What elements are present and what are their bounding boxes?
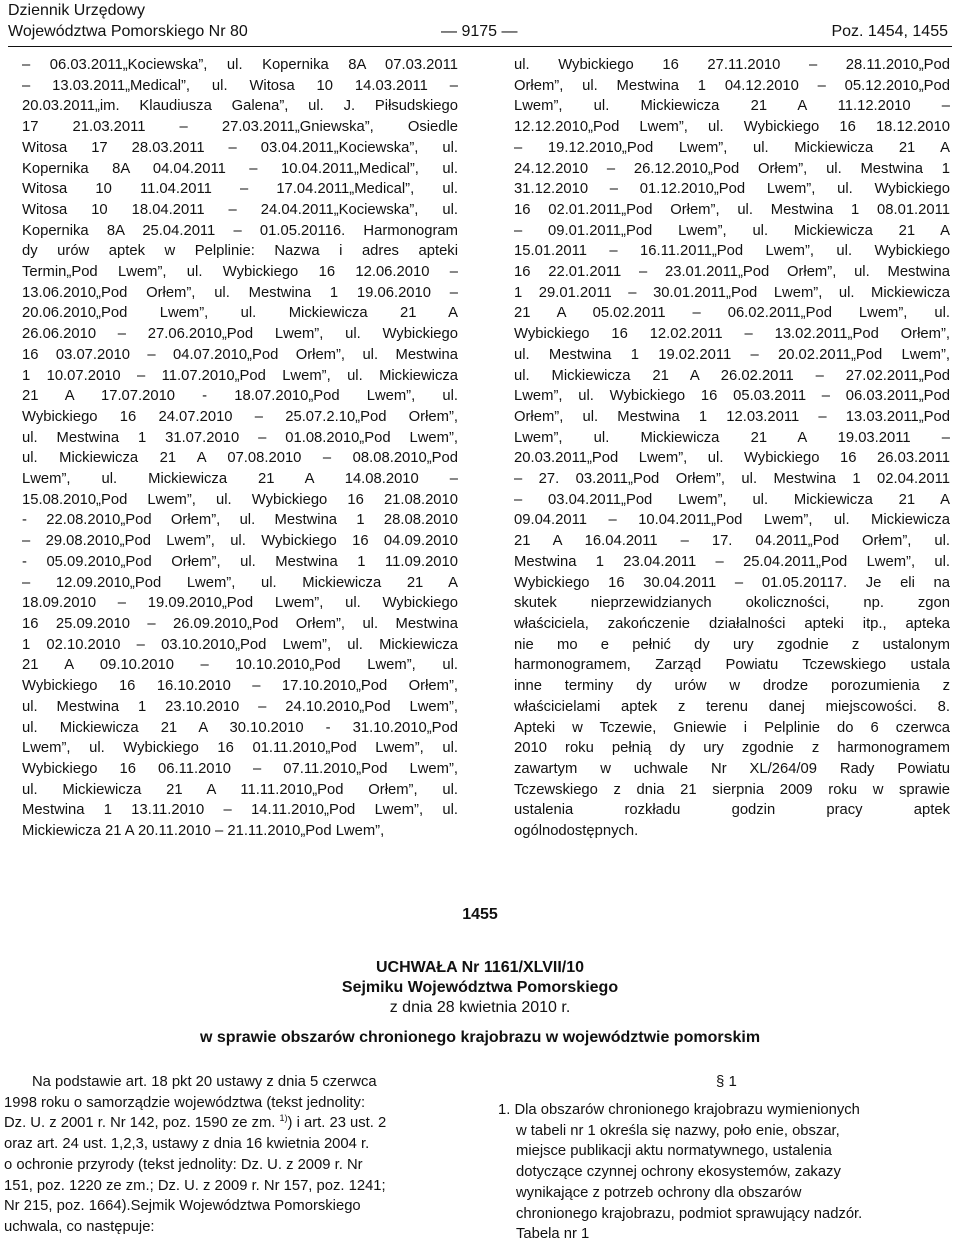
text-line: ogólnodostępnych. (514, 823, 639, 840)
text-line: 31.12.2010 – 01.12.2010„Pod Lwem”, ul. Wybickiego (514, 181, 950, 198)
text-line: Wybickiego 16 16.10.2010 – 17.10.2010„Pod Orłem”, (22, 678, 458, 695)
header-rule (8, 46, 952, 47)
text-line: ul. Mickiewicza 21 A 30.10.2010 - 31.10.2010„Pod (22, 719, 458, 736)
resolution-title: UCHWAŁA Nr 1161/XLVII/10 (375, 959, 585, 976)
text-line: 24.12.2010 – 26.12.2010„Pod Orłem”, ul. Mestwina 1 (514, 160, 950, 177)
text-line: Witosa 10 18.04.2011 – 24.04.2011„Kociewska”, ul. (22, 201, 458, 218)
text-line: – 09.01.2011„Pod Lwem”, ul. Mickiewicza 21 A (514, 222, 950, 239)
resolution-date: z dnia 28 kwietnia 2010 r. (389, 999, 571, 1016)
text-line: inne terminy dy urów w drodze porozumienia z (514, 678, 950, 695)
text-line: 15.01.2011 – 16.11.2011„Pod Lwem”, ul. Wybickiego (514, 243, 950, 260)
para1-line: wynikające z potrzeb ochrony dla obszarów (516, 1184, 802, 1201)
para1-line: miejsce publikacji aktu normatywnego, ustalenia (516, 1143, 832, 1160)
left-text-column (22, 55, 458, 842)
intro-line: o ochronie przyrody (tekst jednolity: Dz. U. z 2009 r. Nr (4, 1156, 363, 1173)
text-line: Lwem”, ul. Mickiewicza 21 A 19.03.2011 – (514, 429, 950, 446)
text-line: zawartym w uchwale Nr XL/264/09 Rady Powiatu (514, 760, 950, 777)
text-line: Wybickiego 16 24.07.2010 – 25.07.2.10„Pod Orłem”, (22, 408, 458, 425)
legal-basis-paragraph (4, 1072, 460, 1238)
text-line: Apteki w Tczewie, Gniewie i Pelplinie do 6 czerwca (514, 719, 950, 736)
position-reference: Poz. 1454, 1455 (831, 23, 948, 40)
text-line: właścicielami aptek z terenu danej miejscowości. 8. (514, 698, 950, 715)
text-line: ul. Mickiewicza 21 A 11.11.2010„Pod Orłem”, ul. (22, 781, 458, 798)
text-line: – 19.12.2010„Pod Lwem”, ul. Mickiewicza 21 A (514, 139, 950, 156)
text-line: – 12.09.2010„Pod Lwem”, ul. Mickiewicza 21 A (22, 574, 458, 591)
intro-line (4, 1113, 460, 1134)
text-line: 15.08.2010„Pod Lwem”, ul. Wybickiego 16 21.08.2010 (22, 491, 458, 508)
text-line: – 29.08.2010„Pod Lwem”, ul. Wybickiego 16 04.09.2010 (22, 533, 458, 550)
text-line: - 05.09.2010„Pod Orłem”, ul. Mestwina 1 11.09.2010 (22, 553, 458, 570)
text-line: Wybickiego 16 30.04.2011 – 01.05.20117. Je eli na (514, 574, 950, 591)
text-line: Mestwina 1 23.04.2011 – 25.04.2011„Pod Lwem”, ul. (514, 553, 950, 570)
para1-line: w tabeli nr 1 określa się nazwy, poło enie, obszar, (516, 1122, 840, 1139)
footnote-marker: 1) (279, 1113, 288, 1124)
text-line: 1 29.01.2011 – 30.01.2011„Pod Lwem”, ul. Mickiewicza (514, 284, 950, 301)
text-line: 18.09.2010 – 19.09.2010„Pod Lwem”, ul. Wybickiego (22, 595, 458, 612)
text-line: 13.06.2010„Pod Orłem”, ul. Mestwina 1 19.06.2010 – (22, 284, 458, 301)
text-line: Termin„Pod Lwem”, ul. Wybickiego 16 12.06.2010 – (22, 264, 458, 281)
text-line: 16 25.09.2010 – 26.09.2010„Pod Orłem”, ul. Mestwina (22, 615, 458, 632)
text-line: - 22.08.2010„Pod Orłem”, ul. Mestwina 1 28.08.2010 (22, 512, 458, 529)
text-line: 09.04.2011 – 10.04.2011„Pod Lwem”, ul. Mickiewicza (514, 512, 950, 529)
section-1-paragraph (498, 1100, 950, 1245)
text-line: 2010 roku pełnią dy ury zgodnie z harmonogramem (514, 740, 950, 757)
text-line: 21 A 09.10.2010 – 10.10.2010„Pod Lwem”, ul. (22, 657, 458, 674)
text-line: 20.03.2011„im. Klaudiusza Galena”, ul. J. Piłsudskiego (22, 98, 458, 115)
text-line: Orłem”, ul. Mestwina 1 04.12.2010 – 05.12.2010„Pod (514, 77, 950, 94)
text-line: – 03.04.2011„Pod Lwem”, ul. Mickiewicza 21 A (514, 491, 950, 508)
text-line: nie mo e pełnić dy ury zgodnie z ustalonym (514, 636, 950, 653)
text-line: Kopernika 8A 04.04.2011 – 10.04.2011„Medical”, ul. (22, 160, 458, 177)
text-line: – 27. 03.2011„Pod Orłem”, ul. Mestwina 1 02.04.2011 (514, 471, 950, 488)
text-line: Lwem”, ul. Wybickiego 16 01.11.2010„Pod Lwem”, ul. (22, 740, 458, 757)
text-line: harmonogramem, Zarząd Powiatu Tczewskiego ustala (514, 657, 950, 674)
intro-line: 151, poz. 1220 ze zm.; Dz. U. z 2009 r. Nr 157, poz. 1241; (4, 1177, 386, 1194)
text-line: skutek nieprzewidzianych okoliczności, np. zgon (514, 595, 950, 612)
text-line: Mickiewicza 21 A 20.11.2010 – 21.11.2010„Pod Lwem”, (22, 823, 385, 840)
text-line: 16 22.01.2011 – 23.01.2011„Pod Orłem”, ul. Mestwina (514, 264, 950, 281)
text-line: – 13.03.2011„Medical”, ul. Witosa 10 14.03.2011 – (22, 77, 458, 94)
text-line: 26.06.2010 – 27.06.2010„Pod Lwem”, ul. Wybickiego (22, 326, 458, 343)
text-line: Tczewskiego z dnia 21 sierpnia 2009 roku w sprawie (514, 781, 950, 798)
text-line: ul. Mestwina 1 19.02.2011 – 20.02.2011„Pod Lwem”, (514, 346, 950, 363)
text-line: Lwem”, ul. Mickiewicza 21 A 11.12.2010 – (514, 98, 950, 115)
text-line: ustalenia rozkładu godzin pracy aptek (514, 802, 950, 819)
text-line: 1 02.10.2010 – 03.10.2010„Pod Lwem”, ul. Mickiewicza (22, 636, 458, 653)
text-line: 21 A 17.07.2010 - 18.07.2010„Pod Lwem”, ul. (22, 388, 458, 405)
text-line: Witosa 17 28.03.2011 – 03.04.2011„Kociewska”, ul. (22, 139, 458, 156)
resolution-number: 1455 (462, 906, 498, 923)
journal-region: Województwa Pomorskiego Nr 80 (8, 23, 248, 40)
section-sign: § 1 (716, 1073, 737, 1090)
para1-line: Tabela nr 1 (516, 1226, 590, 1243)
text-line: Wybickiego 16 12.02.2011 – 13.02.2011„Pod Orłem”, (514, 326, 950, 343)
text-line: Kopernika 8A 25.04.2011 – 01.05.20116. Harmonogram (22, 222, 458, 239)
resolution-issuer: Sejmiku Województwa Pomorskiego (341, 979, 619, 996)
text-line: Lwem”, ul. Mickiewicza 21 A 14.08.2010 – (22, 471, 458, 488)
para1-line: 1. Dla obszarów chronionego krajobrazu wymienionych (498, 1102, 860, 1118)
text-line: Lwem”, ul. Wybickiego 16 05.03.2011 – 06.03.2011„Pod (514, 388, 950, 405)
text-line: ul. Mestwina 1 23.10.2010 – 24.10.2010„Pod Lwem”, (22, 698, 458, 715)
text-line: 21 A 16.04.2011 – 17. 04.2011„Pod Orłem”, ul. (514, 533, 950, 550)
text-line: 16 03.07.2010 – 04.07.2010„Pod Orłem”, ul. Mestwina (22, 346, 458, 363)
page-number: — 9175 — (441, 23, 518, 40)
text-line: Witosa 10 11.04.2011 – 17.04.2011„Medical”, ul. (22, 181, 458, 198)
text-line: właściciela, zakończenie działalności apteki itp., apteka (514, 615, 950, 632)
intro-line: oraz art. 24 ust. 1,2,3, ustawy z dnia 16 kwietnia 2004 r. (4, 1136, 370, 1153)
intro-line: uchwala, co następuje: (4, 1218, 155, 1235)
text-line: – 06.03.2011„Kociewska”, ul. Kopernika 8A 07.03.2011 (22, 57, 458, 73)
intro-line-tail: ) i art. 23 ust. 2 (287, 1115, 387, 1132)
intro-line: Na podstawie art. 18 pkt 20 ustawy z dnia 5 czerwca (32, 1074, 377, 1090)
text-line: Orłem”, ul. Mestwina 1 12.03.2011 – 13.03.2011„Pod (514, 408, 950, 425)
journal-name: Dziennik Urzędowy (8, 2, 145, 19)
text-line: ul. Mickiewicza 21 A 26.02.2011 – 27.02.2011„Pod (514, 367, 950, 384)
right-text-column (514, 55, 950, 842)
para1-line: dotyczące czynnej ochrony ekosystemów, zakazy (516, 1164, 841, 1181)
intro-line-text: Dz. U. z 2001 r. Nr 142, poz. 1590 ze zm. (4, 1115, 280, 1132)
text-line: dy urów aptek w Pelplinie: Nazwa i adres apteki (22, 243, 458, 260)
text-line: 21 A 05.02.2011 – 06.02.2011„Pod Lwem”, ul. (514, 305, 950, 322)
text-line: Mestwina 1 13.11.2010 – 14.11.2010„Pod Lwem”, ul. (22, 802, 458, 819)
journal-header (8, 0, 248, 42)
text-line: ul. Mestwina 1 31.07.2010 – 01.08.2010„Pod Lwem”, (22, 429, 458, 446)
intro-line: 1998 roku o samorządzie województwa (tekst jednolity: (4, 1094, 366, 1111)
text-line: 1 10.07.2010 – 11.07.2010„Pod Lwem”, ul. Mickiewicza (22, 367, 458, 384)
text-line: Wybickiego 16 06.11.2010 – 07.11.2010„Pod Lwem”, (22, 760, 458, 777)
text-line: 17 21.03.2011 – 27.03.2011„Gniewska”, Osiedle (22, 119, 458, 136)
text-line: 20.06.2010„Pod Lwem”, ul. Mickiewicza 21 A (22, 305, 458, 322)
para1-line: chronionego krajobrazu, podmiot sprawujący nadzór. (516, 1205, 863, 1222)
intro-line: Nr 215, poz. 1664).Sejmik Województwa Pomorskiego (4, 1198, 361, 1215)
text-line: 12.12.2010„Pod Lwem”, ul. Wybickiego 16 18.12.2010 (514, 119, 950, 136)
text-line: 16 02.01.2011„Pod Orłem”, ul. Mestwina 1 08.01.2011 (514, 201, 950, 218)
text-line: 20.03.2011„Pod Lwem”, ul. Wybickiego 16 26.03.2011 (514, 450, 950, 467)
text-line: ul. Wybickiego 16 27.11.2010 – 28.11.2010„Pod (514, 57, 950, 73)
text-line: ul. Mickiewicza 21 A 07.08.2010 – 08.08.2010„Pod (22, 450, 458, 467)
resolution-subject: w sprawie obszarów chronionego krajobrazu w województwie pomorskim (199, 1029, 761, 1046)
